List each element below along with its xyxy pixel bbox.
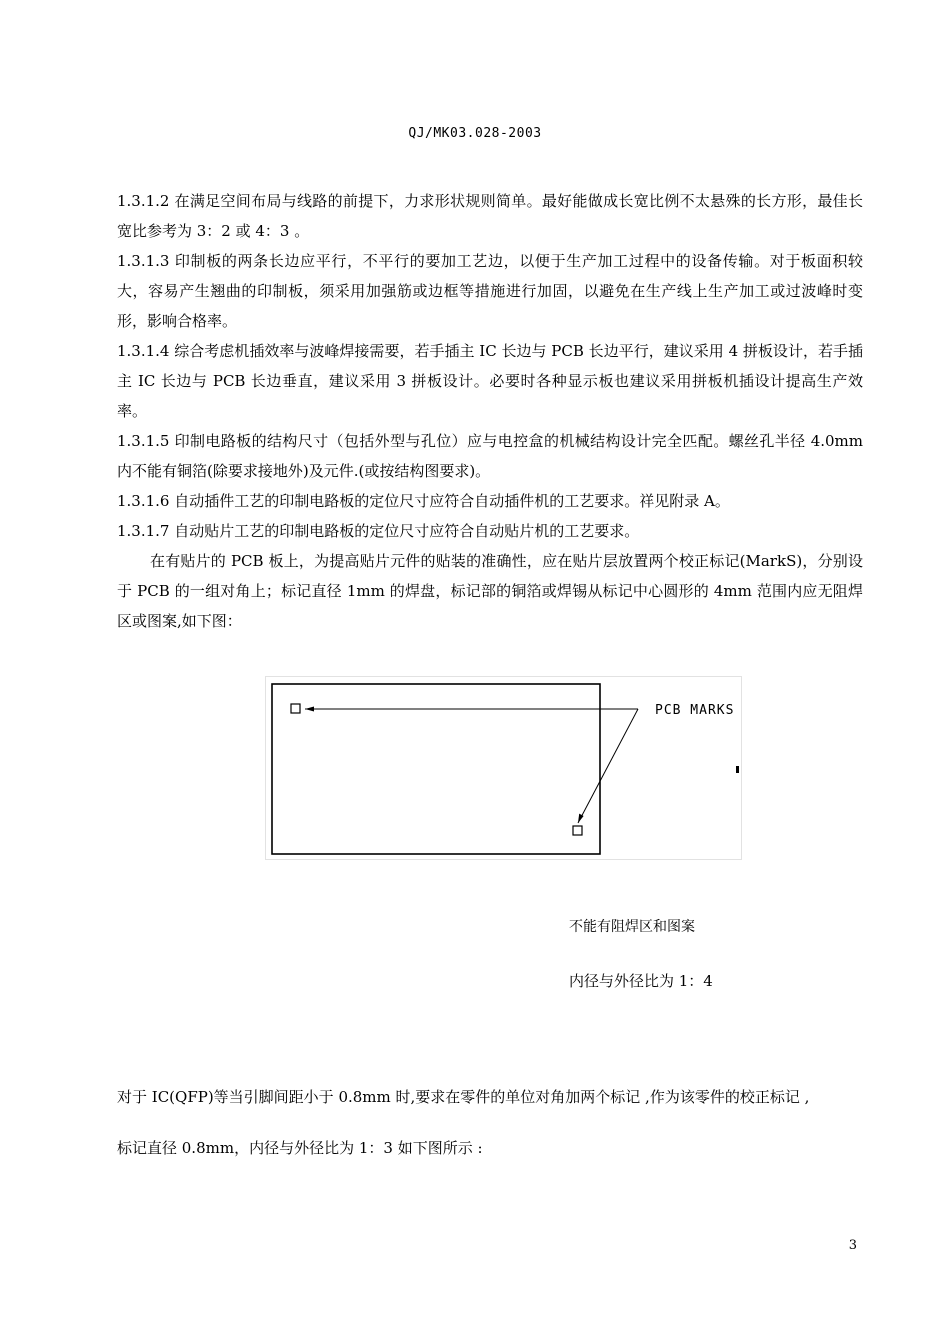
pcb-mark-bottom-right xyxy=(573,826,582,835)
leader-line-bottom xyxy=(578,709,638,823)
document-code-header: QJ/MK03.028-2003 xyxy=(408,126,542,141)
paragraph-1-3-1-3: 1.3.1.3 印制板的两条长边应平行，不平行的要加工艺边，以便于生产加工过程中的设备传输。对于板面积较大，容易产生翘曲的印制板，须采用加强筋或边框等措施进行加固，以避免在生产线上生产加工或过波峰时变形，影响合格率。 xyxy=(117,252,863,330)
paragraph-1-3-1-2: 1.3.1.2 在满足空间布局与线路的前提下，力求形状规则简单。最好能做成长宽比例不太悬殊的长方形，最佳长宽比参考为 3：2 或 4：3 。 xyxy=(117,192,863,240)
pcb-mark-top-left xyxy=(291,704,300,713)
pcb-marks-diagram xyxy=(265,676,743,861)
pcb-marks-label: PCB MARKS xyxy=(655,703,735,718)
margin-tick-mark xyxy=(736,766,739,773)
document-body xyxy=(117,186,863,636)
paragraph-1-3-1-6: 1.3.1.6 自动插件工艺的印制电路板的定位尺寸应符合自动插件机的工艺要求。祥见附录 A。 xyxy=(117,492,730,510)
paragraph-1-3-1-5: 1.3.1.5 印制电路板的结构尺寸（包括外型与孔位）应与电控盒的机械结构设计完全匹配。螺丝孔半径 4.0mm 内不能有铜箔(除要求接地外)及元件.(或按结构图要求)。 xyxy=(117,432,863,480)
paragraph-1-3-1-4: 1.3.1.4 综合考虑机插效率与波峰焊接需要，若手插主 IC 长边与 PCB 长边平行，建议采用 4 拼板设计，若手插主 IC 长边与 PCB 长边垂直，建议采用 3 拼板设计。必要时各种显示板也建议采用拼板机插设计提高生产效率。 xyxy=(117,342,863,420)
arrowhead-top xyxy=(305,707,314,712)
page-number: 3 xyxy=(848,1238,857,1253)
diameter-ratio-note: 内径与外径比为 1：4 xyxy=(569,972,713,990)
paragraph-marks-description: 在有贴片的 PCB 板上，为提高贴片元件的贴装的准确性，应在贴片层放置两个校正标记(MarkS)，分别设于 PCB 的一组对角上；标记直径 1mm 的焊盘，标记部的铜箔或焊锡从标记中心圆形的 4mm 范围内应无阻焊区或图案,如下图： xyxy=(117,552,863,630)
paragraph-1-3-1-7: 1.3.1.7 自动贴片工艺的印制电路板的定位尺寸应符合自动贴片机的工艺要求。 xyxy=(117,522,640,540)
pcb-marks-figure xyxy=(265,676,743,861)
mark-diameter-text: 标记直径 0.8mm，内径与外径比为 1：3 如下图所示 : xyxy=(117,1139,483,1157)
ic-qfp-marks-text: 对于 IC(QFP)等当引脚间距小于 0.8mm 时,要求在零件的单位对角加两个标记 ,作为该零件的校正标记 , xyxy=(117,1088,810,1106)
no-solder-mask-note: 不能有阻焊区和图案 xyxy=(569,919,695,935)
